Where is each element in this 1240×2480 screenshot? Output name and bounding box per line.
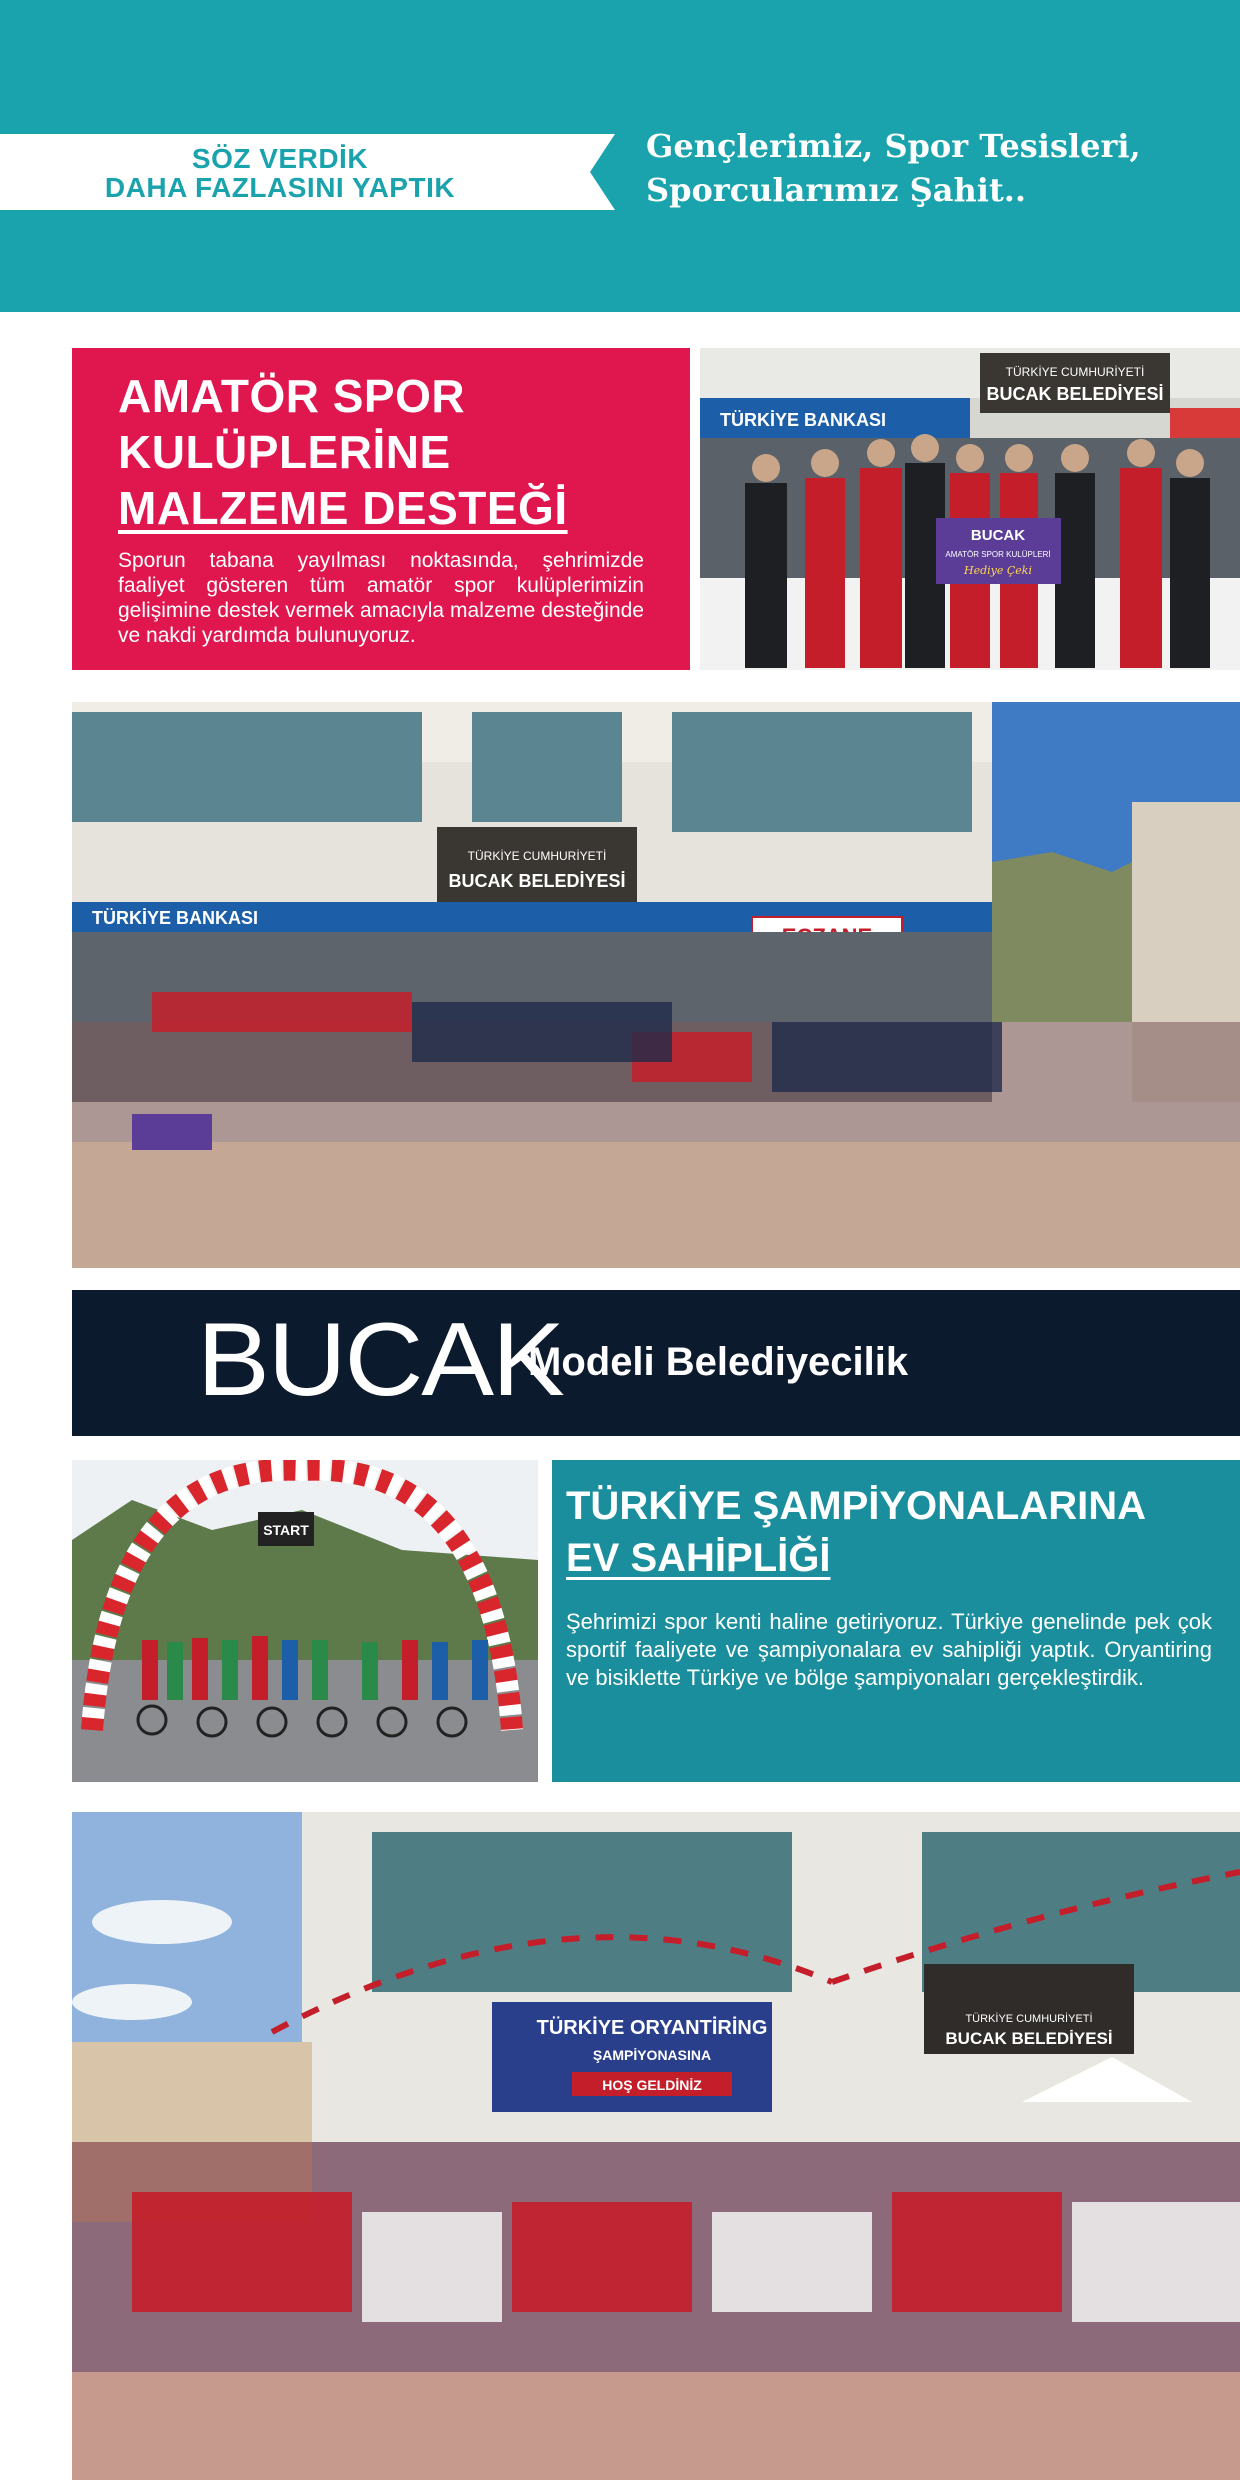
municipality-sign-top: TÜRKİYE CUMHURİYETİ <box>467 849 607 863</box>
championships-title <box>566 1480 1212 1584</box>
title-line1: TÜRKİYE ŞAMPİYONALARINA <box>566 1484 1147 1528</box>
promise-line1: SÖZ VERDİK <box>191 143 369 174</box>
municipality-sign-top: TÜRKİYE CUMHURİYETİ <box>965 2013 1093 2025</box>
photo-cycling-start <box>72 1460 538 1782</box>
photo-orienteering-crowd <box>72 1812 1240 2480</box>
municipality-sign-top: TÜRKİYE CUMHURİYETİ <box>1005 365 1145 379</box>
slogan-line2: Sporcularımız Şahit.. <box>646 171 1026 209</box>
championships-info-box <box>552 1460 1240 1782</box>
brand-subtitle: Modeli Belediyecilik <box>528 1340 909 1384</box>
title-line1: AMATÖR SPOR <box>118 370 466 422</box>
gift-card-title: BUCAK <box>970 527 1026 544</box>
amateur-clubs-info-box <box>72 348 690 670</box>
bucak-model-banner <box>72 1290 1240 1436</box>
municipality-sign-main: BUCAK BELEDİYESİ <box>945 2029 1113 2048</box>
promise-ribbon <box>0 134 615 210</box>
title-line3: MALZEME DESTEĞİ <box>118 482 568 534</box>
amateur-clubs-title <box>118 368 644 536</box>
gift-card-sub: AMATÖR SPOR KULÜPLERİ <box>945 550 1051 559</box>
bank-sign-text: TÜRKİYE BANKASI <box>92 908 259 928</box>
promise-text <box>0 144 560 202</box>
photo-gift-check-group <box>700 348 1240 670</box>
orienteering-banner-welcome: HOŞ GELDİNİZ <box>602 2077 702 2093</box>
photo-municipality-crowd <box>72 702 1240 1268</box>
municipality-sign-main: BUCAK BELEDİYESİ <box>986 384 1164 404</box>
municipality-sign-main: BUCAK BELEDİYESİ <box>448 871 626 891</box>
promise-line2: DAHA FAZLASINI YAPTIK <box>104 172 456 203</box>
title-line2: EV SAHİPLİĞİ <box>566 1536 831 1580</box>
orienteering-banner-title: TÜRKİYE ORYANTİRİNG <box>536 2017 768 2039</box>
header-band <box>0 0 1240 312</box>
championships-body: Şehrimizi spor kenti haline getiriyoruz. Türkiye genelinde pek çok sportif faaliyete ve şampiyonalara ev sahipliği yaptık. Oryantiring ve bisiklette Türkiye ve bölge şampiyonaları gerçekleştirdik. <box>566 1609 1212 1690</box>
start-sign: START <box>263 1522 309 1538</box>
title-line2: KULÜPLERİNE <box>118 426 451 478</box>
slogan <box>646 124 1226 212</box>
amateur-clubs-body: Sporun tabana yayılması noktasında, şehrimizde faaliyet gösteren tüm amatör spor kulüplerimizin gelişimine destek vermek amacıyla malzeme desteğinde ve nakdi yardımda bulunuyoruz. <box>118 549 644 647</box>
bank-sign-text: TÜRKİYE BANKASI <box>720 410 887 430</box>
gift-card-note: Hediye Çeki <box>964 564 1032 577</box>
orienteering-banner-sub: ŞAMPİYONASINA <box>592 2047 712 2063</box>
brand-logo-text: BUCAK <box>197 1302 563 1418</box>
slogan-line1: Gençlerimiz, Spor Tesisleri, <box>646 127 1141 165</box>
